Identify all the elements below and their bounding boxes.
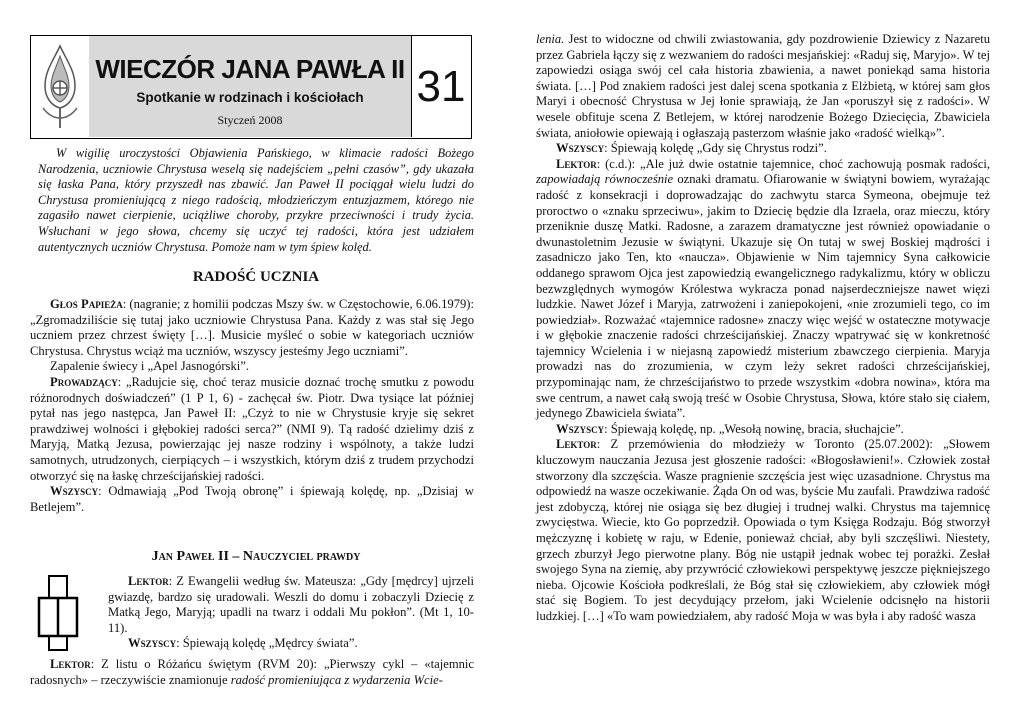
candle-cross-icon	[31, 36, 89, 137]
paragraph-text: : (nagranie; z homilii podczas Mszy św. w Częstochowie, 6.06.1979): „Zgromadziliście się tutaj jako uczniowie Chrystusa Pana. Każdy z was stał się Jego uczniem przez chrzest święty […]. Musicie myśleć o sobie w kategoriach uczniów Chrystusa. Chrystus wciąż ma uczniów, wszyscy jesteśmy Jego uczniami”.	[30, 297, 474, 358]
speaker-label: Lektor	[556, 437, 597, 452]
intro-paragraph: W wigilię uroczystości Objawienia Pańskiego, w klimacie radości Bożego Narodzenia, uczniowie Chrystusa weselą się nadejściem „pełni czasów”, gdy ukazała się łaska Pana, który przyszedł nas zbawić. Jan Paweł II pociągał wielu ludzi do Chrystusa promieniującą z niego radością, młodzieńczym entuzjazmem, którego nie zagasiło nawet cierpienie, uciążliwe choroby, przykre przeciwności i trudy życia. Wsłuchani w jego słowa, chcemy się uczyć tej radości, która jest udziałem autentycznych uczniów Chrystusa. Pomoże nam w tym śpiew kolęd.	[38, 146, 474, 254]
paragraph-apel	[30, 359, 474, 375]
paragraph-italic-text: zapowiadają równocześnie	[536, 172, 674, 187]
paragraph-text: : Z listu o Różańcu świętym (RVM 20): „Pierwszy cykl – «tajemnic radosnych» – rzeczywiście znamionuje	[30, 657, 474, 687]
issue-date: Styczeń 2008	[217, 113, 283, 127]
left-section-2	[108, 574, 474, 652]
paragraph-text: : Śpiewają kolędę, np. „Wesołą nowinę, bracia, słuchajcie”.	[604, 421, 904, 436]
paragraph-text: : Odmawiają „Pod Twoją obronę” i śpiewają kolędę, np. „Dzisiaj w Betlejem”.	[30, 484, 474, 514]
paragraph-wszyscy	[30, 484, 474, 515]
logo-cell	[31, 36, 90, 137]
paragraph-text: Zapalenie świecy i „Apel Jasnogórski”.	[50, 359, 249, 374]
paragraph-prowadzacy	[30, 375, 474, 484]
paragraph-wszyscy-gdy-sie	[536, 141, 990, 157]
paragraph-text: : Z Ewangelii według św. Mateusza: „Gdy [mędrcy] ujrzeli gwiazdę, bardzo się uradowali. Weszli do domu i zobaczyli Dziecię z Matką Jego, Maryją; upadli na twarz i oddali Mu pokłon”. (Mt 1, 10-11).	[108, 574, 474, 635]
paragraph-lektor-rozaniec	[30, 657, 474, 688]
paragraph-text: : Śpiewają kolędę „Gdy się Chrystus rodzi”.	[604, 141, 827, 156]
speaker-label: Wszyscy	[556, 421, 605, 436]
section-title-radosc-ucznia: RADOŚĆ UCZNIA	[192, 269, 320, 285]
paragraph-text: : Z przemówienia do młodzieży w Toronto (25.07.2002): „Słowem kluczowym nauczania Jezusa jest głoszenie radości: «Błogosławieni!». Człowiek został stworzony dla szczęścia. Wasze pragnienie szczęścia jest więc uzasadnione. Chrystus ma odpowiedź na wasze oczekiwanie. Żąda On od was, byście Mu zaufali. Prawdziwa radość jest zdobyczą, której nie osiąga się bez długiej i trudnej walki. Chrystus ma tajemnicę zwycięstwa. Wiecie, kto Go poprzedził. Opowiada o tym Księga Rodzaju. Bóg stworzył mężczyznę i kobietę w raju, w Edenie, ponieważ chciał, aby byli szczęśliwi. Niestety, grzech zburzył Jego pierwotne plany. Bóg nie ustąpił jednak wobec tej porażki. Zesłał swojego Syna na ziemię, aby przywrócić człowiekowi perspektywę jeszcze piękniejszego nieba. Ojcowie Kościoła podkreślali, że Bóg stał się człowiekiem, aby człowiek mógł stać się Bogiem. To jest decydujący przełom, jaki Wcielenie odcisnęło na historii ludzkiej. […] «To wam powiedziałem, aby radość Moja w was była i aby radość wasza	[536, 437, 990, 623]
left-section-3	[30, 657, 474, 688]
open-book-icon	[35, 574, 81, 652]
speaker-label: Głos Papieża	[50, 297, 123, 311]
issue-number-cell	[412, 36, 470, 137]
speaker-label: Wszyscy	[556, 141, 605, 156]
paragraph-wszyscy-wesola	[536, 422, 990, 438]
speaker-label: Prowadzący	[50, 374, 118, 389]
speaker-label: Lektor	[50, 657, 91, 671]
paragraph-glos-papieza	[30, 297, 474, 359]
speaker-label: Lektor	[128, 574, 169, 588]
paragraph-lektor-toronto	[536, 437, 990, 624]
paragraph-text: oznaki dramatu. Ofiarowanie w świątyni bowiem, wyrażając radość z konsekracji i doprowadzając do zachwytu starca Symeona, obejmuje też proroctwo o «znaku sprzeciwu», jakim to Dziecię będzie dla Izraela, oraz mieczu, który przeniknie duszę Matki. Radosne, a zarazem dramatyczne jest również opowiadanie o dwunastoletnim Jezusie w świątyni. Ukazuje się On tutaj w swej Boskiej mądrości i zasadniczo jako Ten, kto «naucza». Objawienie w Nim tajemnicy Syna całkowicie oddanego sprawom Ojca jest zapowiedzią ewangelicznego radykalizmu, który w obliczu bezwzględnych wymogów Królestwa wykracza ponad najserdeczniejsze nawet więzi ludzkie. Nawet Józef i Maryja, zatrwożeni i zaniepokojeni, «nie zrozumieli tego, co im powiedział». Rozważać «tajemnice radosne» znaczy więc wejść w ostateczne motywacje i w głębokie znaczenie radości chrześcijańskiej. Znaczy wpatrywać się w konkretność tajemnicy Wcielenia i w niejasną zapowiedź misterium zbawczego cierpienia. Maryja prowadzi nas do zrozumienia, w czym leży sekret radości chrześcijańskiej, przypominając nam, że chrześcijaństwo to przede wszystkim «dobra nowina», która ma swe centrum, a nawet całą swoją treść w Osobie Chrystusa, Słowa, które stało się ciałem, jedynego Zbawiciela świata”.	[536, 172, 990, 421]
newsletter-title: WIECZÓR JANA PAWŁA II	[95, 54, 405, 84]
paragraph-text: : „Radujcie się, choć teraz musicie doznać trochę smutku z powodu różnorodnych doświadczeń” (1 P 1, 6) - zachęcał św. Piotr. Dwa tysiące lat później pytał nas jego następca, Jan Paweł II: „Czyż to nie w Chrystusie kryje się sekret prawdziwej wolności i głębokiej radości serca?” (NMI 9). Tą radość dzielimy dziś z Maryją, Matką Jezusa, powierzając jej nasze rodziny i wspólnoty, a także ludzi samotnych, utrudzonych, cierpiących – i wszystkich, którym dziś z trudem przychodzi otworzyć się na łaskę chrześcijańskiej radości.	[30, 374, 474, 483]
paragraph-text: : (c.d.): „Ale już dwie ostatnie tajemnice, choć zachowują posmak radości,	[596, 156, 990, 171]
speaker-label: Lektor	[556, 156, 597, 171]
paragraph-italic-text: radość promieniująca z wydarzenia Wcie-	[230, 672, 443, 687]
paragraph-text: : Śpiewają kolędę „Mędrcy świata”.	[176, 636, 358, 651]
paragraph-italic-text: lenia.	[536, 32, 565, 46]
paragraph-wszyscy-medrcy	[108, 636, 474, 652]
section-title-nauczyciel-prawdy: Jan Paweł II – Nauczyciel prawdy	[151, 549, 361, 564]
issue-number: 31	[416, 62, 466, 111]
right-column	[536, 32, 990, 625]
paragraph-lektor-ewangelia	[108, 574, 474, 636]
speaker-label: Wszyscy	[128, 636, 177, 651]
header-box	[30, 35, 472, 139]
left-section-1	[30, 297, 474, 515]
paragraph-text: Jest to widoczne od chwili zwiastowania, gdy pozdrowienie Dziewicy z Nazaretu przez Gabriela łączy się z wezwaniem do radości mesjańskiej: «Raduj się, Maryjo». W tej zapowiedzi osiąga swój cel cała historia zbawienia, a nawet poniekąd sama historia świata. […] Pod znakiem radości jest dalej scena spotkania z Elżbietą, w której sam głos Maryi i obecność Chrystusa w Jej łonie sprawiają, że Jan «poruszył się z radości». W wesele obfituje scena Z Betlejem, w której narodzenie Bożego Dziecięcia, Zbawiciela świata, aniołowie opiewają i ogłaszają pasterzom właśnie jako «radość wielką»”.	[536, 32, 990, 140]
newsletter-subtitle: Spotkanie w rodzinach i kościołach	[136, 90, 364, 105]
paragraph-continuation	[536, 32, 990, 141]
speaker-label: Wszyscy	[50, 484, 99, 499]
title-cell	[89, 36, 412, 137]
paragraph-lektor-cd	[536, 157, 990, 422]
